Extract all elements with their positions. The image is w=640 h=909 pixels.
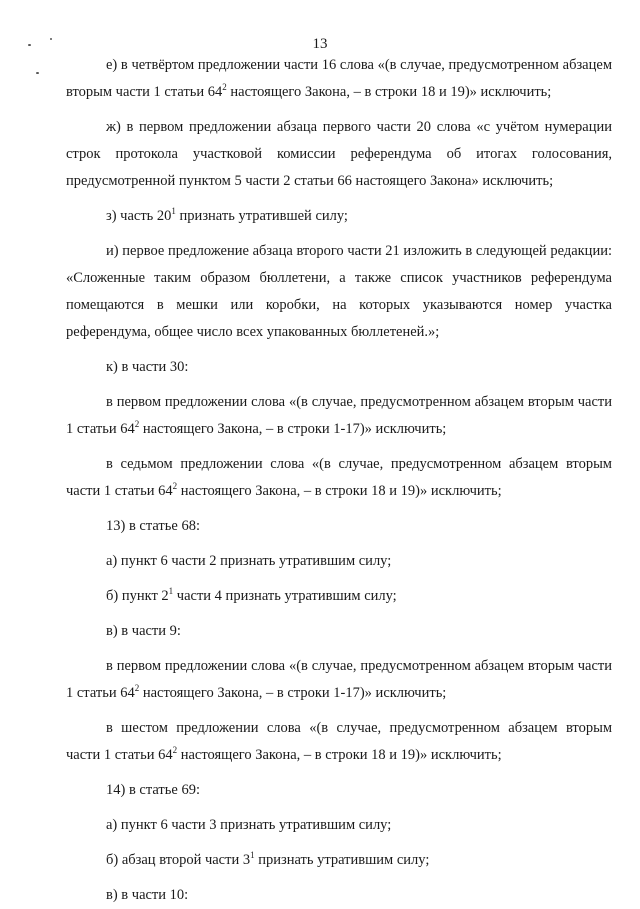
document-body — [66, 52, 612, 909]
item-13-v — [66, 618, 612, 645]
text-run: в первом предложении слова «(в случае, предусмотренном абзацем вторым части 1 статьи 64 — [66, 658, 612, 701]
superscript: 2 — [134, 419, 140, 429]
text-run: в) в части 9: — [106, 623, 181, 639]
text-run: и) первое предложение абзаца второго части 21 изложить в следующей редакции: «Сложенные таким образом бюллетени, а также список участников референдума помещаются в мешки или коробки, на которых указываются номер участка референдума, общее число всех упакованных бюллетеней.»; — [66, 243, 612, 340]
item-i — [66, 238, 612, 346]
item-14-b — [66, 847, 612, 874]
text-run: настоящего Закона, – в строки 18 и 19)» исключить; — [177, 483, 502, 499]
text-run: 14) в статье 69: — [106, 782, 200, 798]
text-run: признать утратившим силу; — [254, 852, 430, 868]
text-run: б) абзац второй части 3 — [106, 852, 251, 868]
item-13 — [66, 513, 612, 540]
item-e — [66, 52, 612, 106]
item-k-first-sentence — [66, 389, 612, 443]
text-run: настоящего Закона, – в строки 1-17)» исключить; — [139, 421, 447, 437]
item-k — [66, 354, 612, 381]
item-k-seventh-sentence — [66, 451, 612, 505]
text-run: в первом предложении слова «(в случае, предусмотренном абзацем вторым части 1 статьи 64 — [66, 394, 612, 437]
item-z — [66, 203, 612, 230]
superscript: 1 — [168, 586, 174, 596]
item-13-a — [66, 548, 612, 575]
text-run: в седьмом предложении слова «(в случае, предусмотренном абзацем вторым части 1 статьи 64 — [66, 456, 612, 499]
scan-speck — [36, 72, 39, 74]
text-run: а) пункт 6 части 3 признать утратившим силу; — [106, 817, 392, 833]
text-run: е) в четвёртом предложении части 16 слова «(в случае, предусмотренном абзацем вторым части 1 статьи 64 — [66, 57, 612, 100]
text-run: части 4 признать утратившим силу; — [173, 588, 397, 604]
text-run: к) в части 30: — [106, 359, 189, 375]
page-number: 13 — [312, 36, 328, 52]
item-13-b — [66, 583, 612, 610]
superscript: 2 — [222, 82, 227, 92]
item-14 — [66, 777, 612, 804]
text-run: а) пункт 6 части 2 признать утратившим силу; — [106, 553, 392, 569]
item-13-v-sixth-sentence — [66, 715, 612, 769]
text-run: 13) в статье 68: — [106, 518, 200, 534]
scan-speck — [28, 44, 31, 46]
text-run: ж) в первом предложении абзаца первого части 20 слова «с учётом нумерации строк протокола участковой комиссии референдума об итогах голосования, предусмотренной пунктом 5 части 2 статьи 66 настоящего Закона» исключить; — [66, 119, 612, 189]
text-run: в шестом предложении слова «(в случае, предусмотренном абзацем вторым части 1 статьи 64 — [66, 720, 612, 763]
text-run: настоящего Закона, – в строки 18 и 19)» исключить; — [226, 84, 552, 100]
superscript: 1 — [250, 850, 255, 860]
text-run: з) часть 20 — [106, 208, 172, 224]
superscript: 2 — [134, 683, 140, 693]
superscript: 2 — [172, 481, 178, 491]
text-run: в) в части 10: — [106, 887, 189, 903]
text-run: признать утратившей силу; — [175, 208, 348, 224]
item-zh — [66, 114, 612, 195]
superscript: 1 — [171, 206, 176, 216]
text-run: настоящего Закона, – в строки 18 и 19)» исключить; — [177, 747, 502, 763]
scan-speck — [50, 38, 52, 40]
item-13-v-first-sentence — [66, 653, 612, 707]
text-run: б) пункт 2 — [106, 588, 169, 604]
superscript: 2 — [172, 745, 178, 755]
text-run: настоящего Закона, – в строки 1-17)» исключить; — [139, 685, 447, 701]
item-14-a — [66, 812, 612, 839]
